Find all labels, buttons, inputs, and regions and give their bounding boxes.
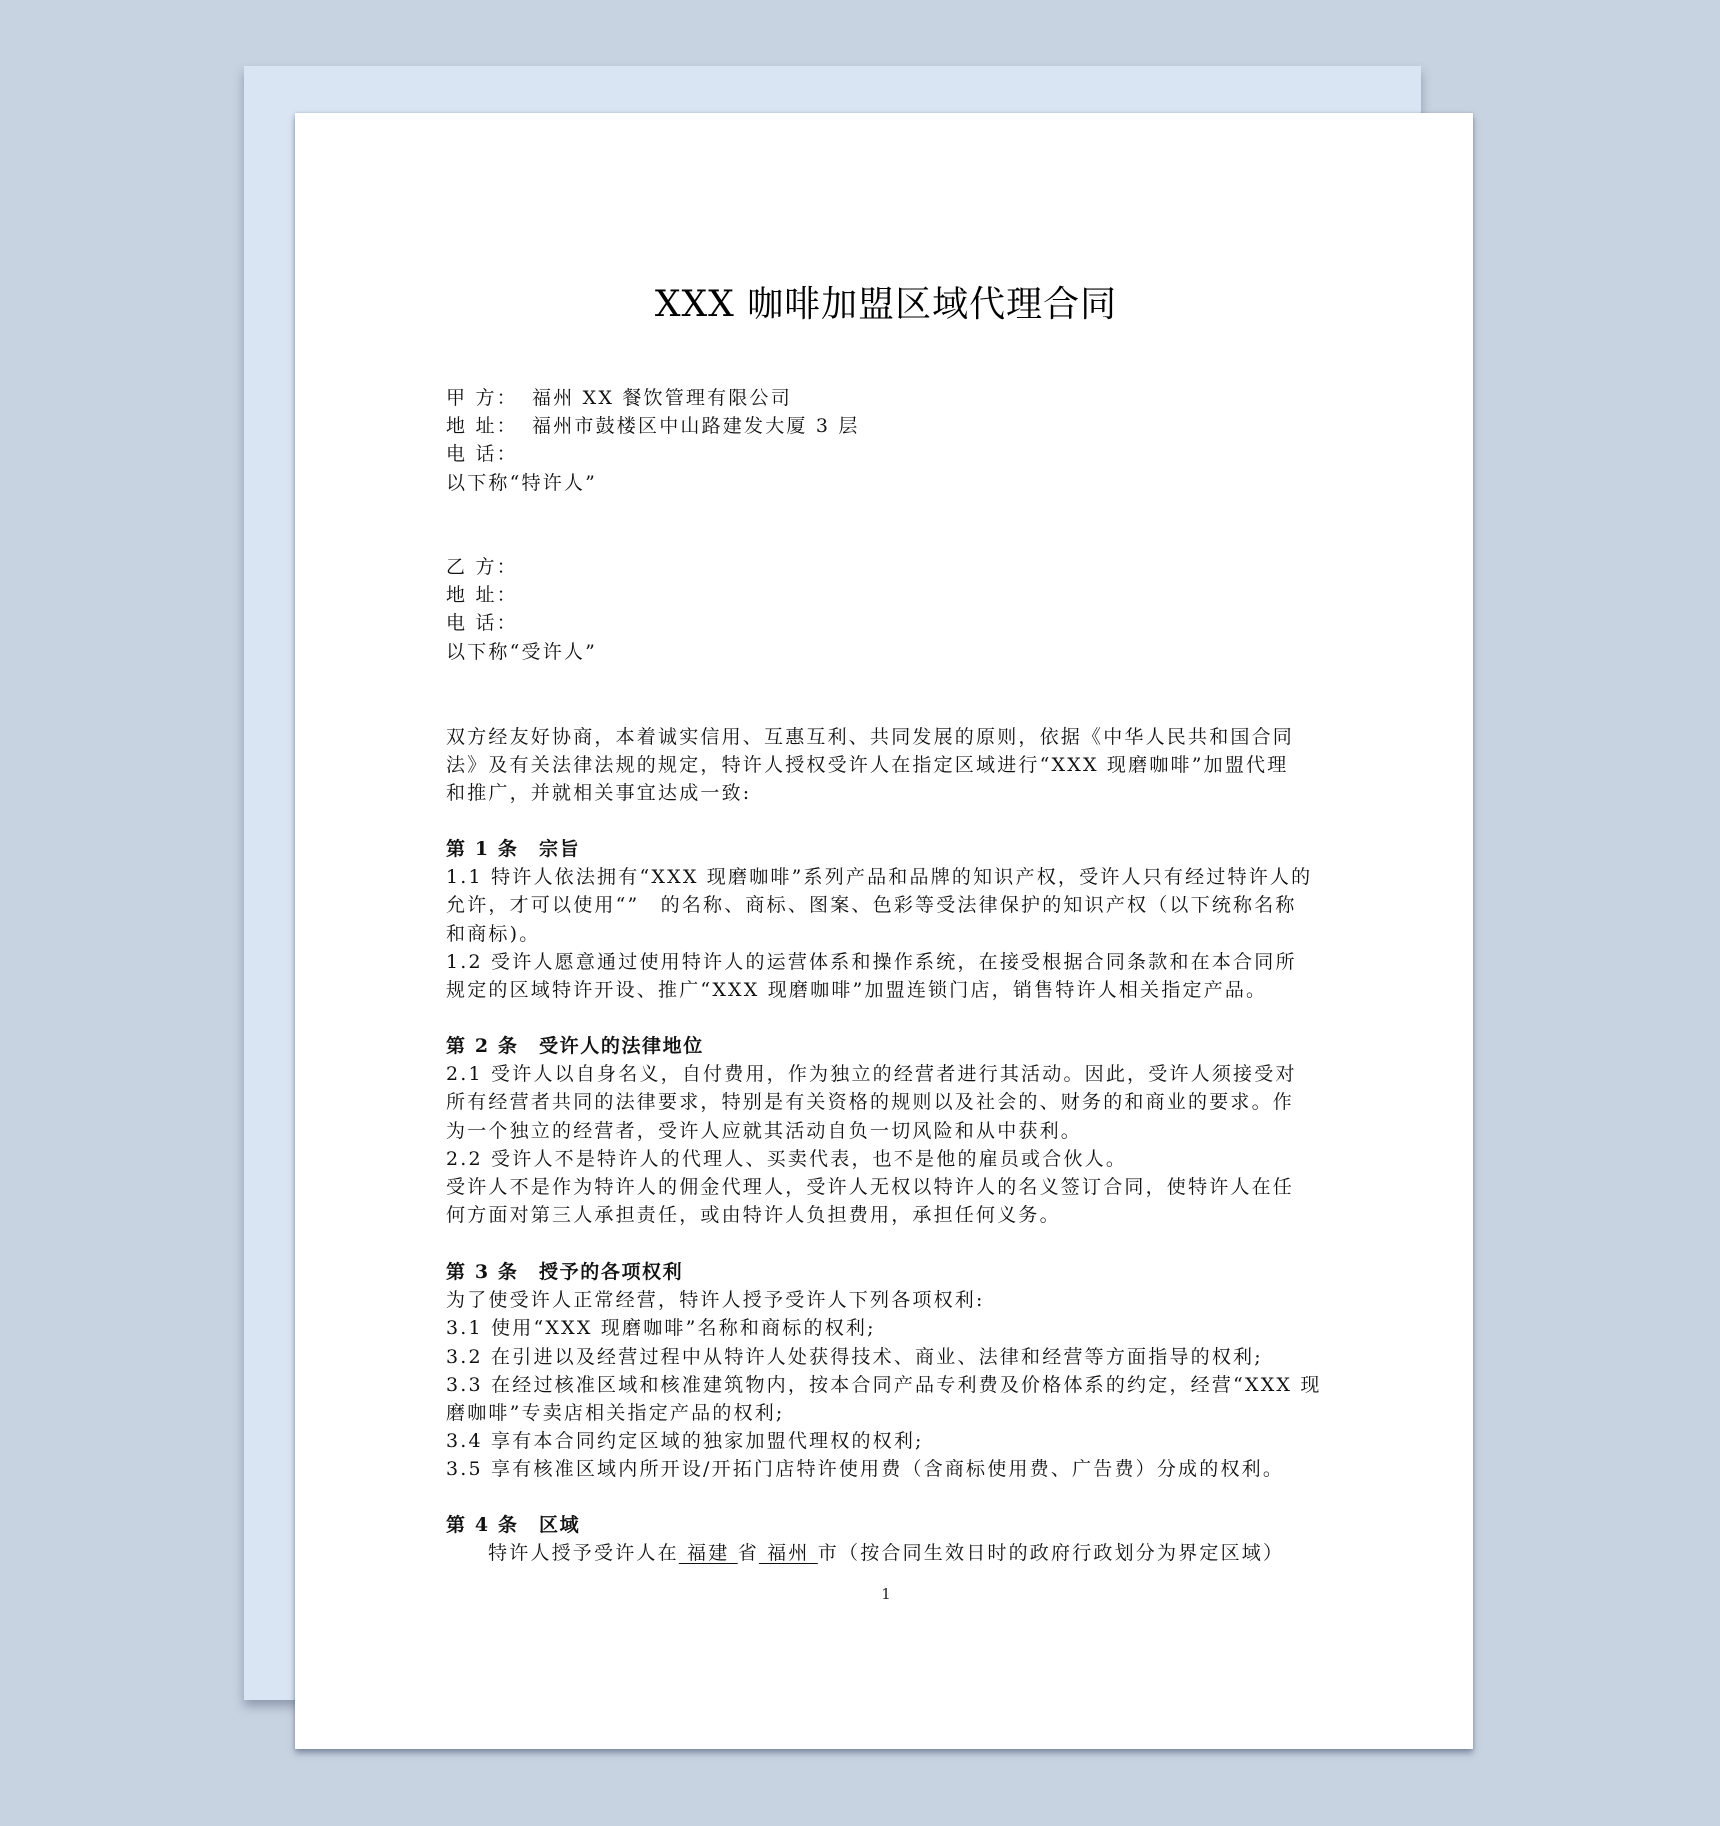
article-2 (446, 1032, 1326, 1229)
article-4-prefix: 特许人授予受许人在 (488, 1542, 679, 1565)
party-b-phone-row (446, 609, 1326, 637)
article-3 (446, 1258, 1326, 1484)
party-a-name-value: 福州 XX 餐饮管理有限公司 (532, 387, 792, 409)
article-line: 为一个独立的经营者，受许人应就其活动自负一切风险和从中获利。 (446, 1119, 1083, 1142)
party-b-address-row (446, 581, 1326, 609)
party-a-alias: 以下称“特许人” (446, 471, 598, 494)
article-line: 2.2 受许人不是特许人的代理人、买卖代表，也不是他的雇员或合伙人。 (446, 1147, 1128, 1170)
preamble-line: 法》及有关法律法规的规定，特许人授权受许人在指定区域进行“XXX 现磨咖啡”加盟代理 (446, 754, 1289, 777)
article-4-body (446, 1539, 1326, 1567)
party-a-address-label: 地 址： (446, 415, 518, 438)
preamble-line: 双方经友好协商，本着诚实信用、互惠互利、共同发展的原则，依据《中华人民共和国合同 (446, 726, 1295, 748)
page-number: 1 (881, 1585, 891, 1603)
article-line: 3.1 使用“XXX 现磨咖啡”名称和商标的权利; (446, 1317, 876, 1340)
article-line: 1.2 受许人愿意通过使用特许人的运营体系和操作系统，在接受根据合同条款和在本合同所 (446, 950, 1297, 973)
party-a-phone-row (446, 440, 1326, 468)
article-3-heading: 第 3 条 授予的各项权利 (446, 1261, 684, 1283)
article-1 (446, 835, 1326, 1004)
article-line: 2.1 受许人以自身名义，自付费用，作为独立的经营者进行其活动。因此，受许人须接受对 (446, 1063, 1297, 1086)
article-line: 3.4 享有本合同约定区域的独家加盟代理权的权利; (446, 1430, 924, 1453)
article-2-heading: 第 2 条 受许人的法律地位 (446, 1035, 704, 1057)
province-field: 福建 (678, 1542, 738, 1565)
article-1-heading: 第 1 条 宗旨 (446, 838, 581, 860)
preamble-line: 和推广，并就相关事宜达成一致: (446, 782, 752, 805)
document-title: XXX 咖啡加盟区域代理合同 (654, 284, 1118, 325)
article-line: 为了使受许人正常经营，特许人授予受许人下列各项权利: (446, 1289, 985, 1312)
article-line: 受许人不是作为特许人的佣金代理人，受许人无权以特许人的名义签订合同，使特许人在任 (446, 1175, 1295, 1198)
article-line: 规定的区域特许开设、推广“XXX 现磨咖啡”加盟连锁门店，销售特许人相关指定产品。 (446, 978, 1268, 1001)
party-b-address-label: 地 址： (446, 584, 518, 607)
province-suffix: 省 (737, 1542, 759, 1565)
article-line: 3.5 享有核准区域内所开设/开拓门店特许使用费（含商标使用费、广告费）分成的权利。 (446, 1458, 1285, 1481)
party-b-phone-label: 电 话： (446, 612, 518, 635)
article-4-heading: 第 4 条 区域 (446, 1514, 581, 1536)
article-line: 3.3 在经过核准区域和核准建筑物内，按本合同产品专利费及价格体系的约定，经营“XXX 现 (446, 1373, 1322, 1396)
party-a-address-value: 福州市鼓楼区中山路建发大厦 3 层 (532, 415, 860, 438)
article-line: 允许，才可以使用“” 的名称、商标、图案、色彩等受法律保护的知识产权（以下统称名称 (446, 894, 1297, 917)
party-b-name-label: 乙 方： (446, 556, 518, 578)
article-line: 何方面对第三人承担责任，或由特许人负担费用，承担任何义务。 (446, 1204, 1061, 1227)
article-line: 和商标)。 (446, 922, 541, 945)
party-b-alias: 以下称“受许人” (446, 640, 598, 663)
preamble-paragraph (446, 723, 1326, 808)
article-line: 1.1 特许人依法拥有“XXX 现磨咖啡”系列产品和品牌的知识产权，受许人只有经过特许人的 (446, 866, 1313, 889)
article-line: 所有经营者共同的法律要求，特别是有关资格的规则以及社会的、财务的和商业的要求。作 (446, 1091, 1295, 1114)
article-4 (446, 1511, 1326, 1567)
article-line: 3.2 在引进以及经营过程中从特许人处获得技术、商业、法律和经营等方面指导的权利; (446, 1345, 1263, 1368)
party-a-section (446, 384, 1326, 497)
party-a-phone-label: 电 话： (446, 443, 518, 466)
party-a-name-label: 甲 方： (446, 387, 518, 409)
party-a-name-row (446, 384, 1326, 412)
article-4-suffix: 市（按合同生效日时的政府行政划分为界定区域） (817, 1542, 1285, 1565)
document-page (295, 113, 1473, 1749)
party-a-address-row (446, 412, 1326, 440)
party-b-name-row (446, 553, 1326, 581)
city-field: 福州 (758, 1542, 818, 1565)
article-line: 磨咖啡”专卖店相关指定产品的权利; (446, 1401, 785, 1424)
party-b-section (446, 553, 1326, 666)
